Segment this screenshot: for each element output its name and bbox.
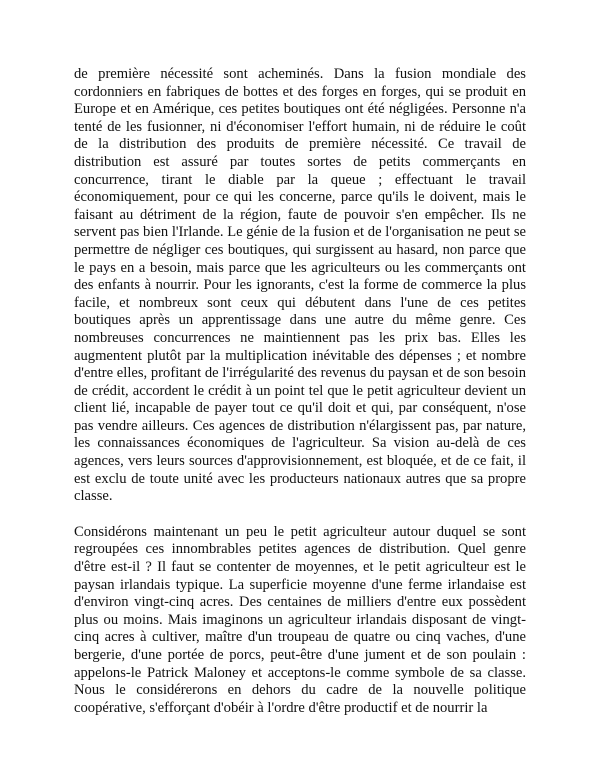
body-paragraph: de première nécessité sont acheminés. Dans la fusion mondiale des cordonniers en fabriques de bottes et des forges en forges, qui se produit en Europe et en Amérique, ces petites boutiques ont été négligées. Personne n'a tenté de les fusionner, ni d'économiser l'effort humain, ni de réduire le coût de la distribution des produits de première nécessité. Ce travail de distribution est assuré par toutes sortes de petits commerçants en concurrence, tirant le diable par la queue ; effectuant le travail économiquement, pour ce qui les concerne, parce qu'ils le doivent, mais le faisant au détriment de la région, faute de pouvoir s'en empêcher. Ils ne servent pas bien l'Irlande. Le génie de la fusion et de l'organisation ne peut se permettre de négliger ces boutiques, qui surgissent au hasard, non parce que le pays en a besoin, mais parce que les agriculteurs ou les commerçants ont des enfants à nourrir. Pour les ignorants, c'est la forme de commerce la plus facile, et nombreux sont ceux qui débutent dans l'une de ces petites boutiques après un apprentissage dans une autre du même genre. Ces nombreuses concurrences ne maintiennent pas les prix bas. Elles les augmentent plutôt par la multiplication inévitable des dépenses ; et nombre d'entre elles, profitant de l'irrégularité des revenus du paysan et de son besoin de crédit, accordent le crédit à un point tel que le petit agriculteur devient un client lié, incapable de payer tout ce qu'il doit et qui, par conséquent, n'ose pas vendre ailleurs. Ces agences de distribution n'élargissent pas, par nature, les connaissances économiques de l'agriculteur. Sa vision au-delà de ces agences, vers leurs sources d'approvisionnement, est bloquée, et de ce fait, il est exclu de toute unité avec les producteurs nationaux autres que sa propre classe. [74,66,526,505]
document-page [74,66,526,717]
body-paragraph: Considérons maintenant un peu le petit agriculteur autour duquel se sont regroupées ces innombrables petites agences de distribution. Quel genre d'être est-il ? Il faut se contenter de moyennes, et le petit agriculteur est le paysan irlandais typique. La superficie moyenne d'une ferme irlandaise est d'environ vingt-cinq acres. Des centaines de milliers d'entre eux possèdent plus ou moins. Mais imaginons un agriculteur irlandais disposant de vingt-cinq acres à cultiver, maître d'un troupeau de quatre ou cinq vaches, d'une bergerie, d'une portée de porcs, peut-être d'une jument et de son poulain : appelons-le Patrick Maloney et acceptons-le comme symbole de sa classe. Nous le considérerons en dehors du cadre de la nouvelle politique coopérative, s'efforçant d'obéir à l'ordre d'être productif et de nourrir la [74,523,526,716]
